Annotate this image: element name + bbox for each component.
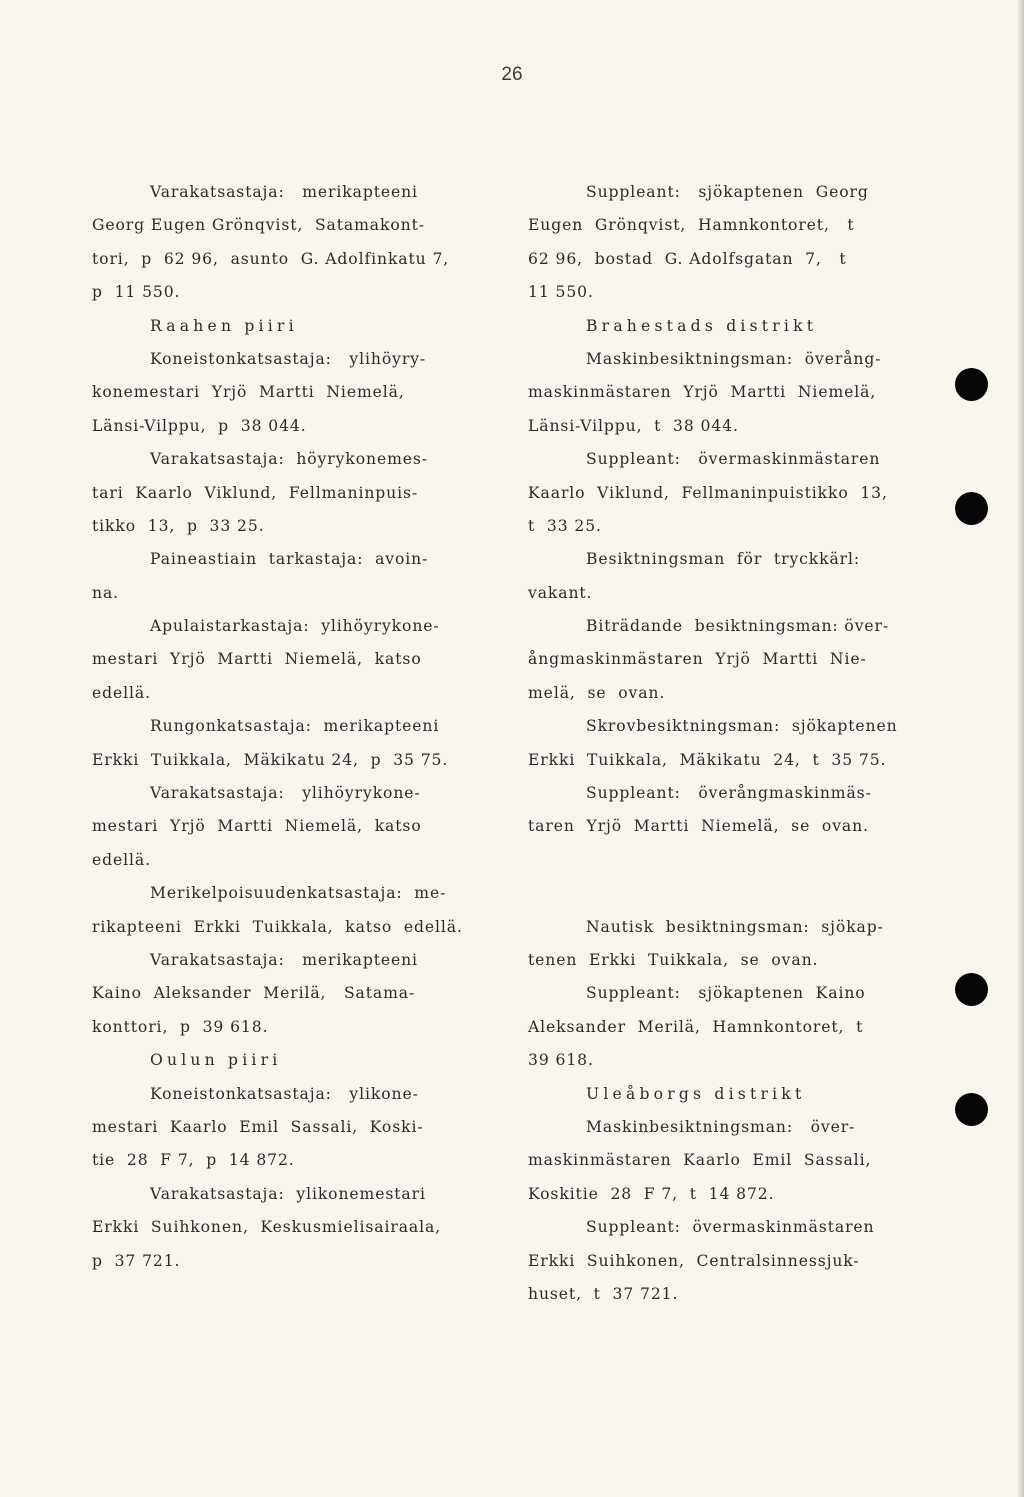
- text-line: Kaarlo Viklund, Fellmaninpuistikko 13,: [528, 483, 888, 502]
- text-line: 39 618.: [528, 1051, 594, 1070]
- text-line: Paineastiain tarkastaja: avoin-: [150, 550, 429, 569]
- text-line: [528, 877, 918, 910]
- text-line: tie 28 F 7, p 14 872.: [92, 1151, 295, 1170]
- binder-hole: [955, 368, 988, 401]
- text-line: p 11 550.: [92, 283, 181, 302]
- text-line: na.: [92, 583, 119, 602]
- text-line: Varakatsastaja: merikapteeni: [150, 183, 418, 201]
- entry-paragraph: [92, 343, 484, 443]
- text-line: Skrovbesiktningsman: sjökaptenen: [586, 717, 898, 736]
- entry-paragraph: [92, 1178, 484, 1278]
- text-line: Biträdande besiktningsman: över-: [586, 617, 890, 636]
- text-line: ångmaskinmästaren Yrjö Martti Nie-: [528, 650, 867, 669]
- entry-paragraph: [92, 443, 484, 543]
- text-line: konemestari Yrjö Martti Niemelä,: [92, 383, 405, 402]
- text-line: Varakatsastaja: ylikonemestari: [150, 1184, 426, 1203]
- entry-paragraph: [92, 1078, 484, 1178]
- text-line: Apulaistarkastaja: ylihöyrykone-: [150, 617, 440, 636]
- text-line: huset, t 37 721.: [528, 1284, 679, 1303]
- text-line: mestari Kaarlo Emil Sassali, Koski-: [92, 1117, 424, 1136]
- binder-hole: [955, 492, 988, 525]
- entry-paragraph: [528, 977, 918, 1077]
- entry-paragraph: [528, 777, 918, 844]
- text-line: tari Kaarlo Viklund, Fellmaninpuis-: [92, 483, 419, 502]
- text-line: Georg Eugen Grönqvist, Satamakont-: [92, 216, 425, 235]
- binder-hole: [955, 973, 988, 1006]
- text-line: Maskinbesiktningsman: överång-: [586, 349, 882, 368]
- text-line: Koneistonkatsastaja: ylikone-: [150, 1084, 419, 1103]
- entry-paragraph: [528, 443, 918, 543]
- text-line: Nautisk besiktningsman: sjökap-: [586, 917, 884, 936]
- page-edge: [1018, 0, 1024, 1497]
- entry-paragraph: [528, 1111, 918, 1211]
- text-line: edellä.: [92, 683, 151, 702]
- entry-paragraph: [92, 944, 484, 1044]
- entry-paragraph: [92, 610, 484, 710]
- entry-paragraph: [528, 1211, 918, 1311]
- district-heading: Brahestads distrikt: [586, 316, 818, 335]
- text-line: 62 96, bostad G. Adolfsgatan 7, t: [528, 249, 847, 268]
- text-line: tikko 13, p 33 25.: [92, 516, 265, 535]
- entry-paragraph: [528, 343, 918, 443]
- text-line: taren Yrjö Martti Niemelä, se ovan.: [528, 817, 869, 836]
- text-line: Varakatsastaja: ylihöyrykone-: [150, 784, 421, 803]
- text-line: 11 550.: [528, 283, 594, 302]
- text-line: Erkki Suihkonen, Keskusmielisairaala,: [92, 1218, 442, 1237]
- text-line: mestari Yrjö Martti Niemelä, katso: [92, 817, 422, 836]
- text-line: tori, p 62 96, asunto G. Adolfinkatu 7,: [92, 249, 450, 268]
- text-line: p 37 721.: [92, 1251, 181, 1270]
- entry-paragraph: [92, 176, 484, 310]
- text-line: Merikelpoisuudenkatsastaja: me-: [150, 884, 447, 903]
- text-line: mestari Yrjö Martti Niemelä, katso: [92, 650, 422, 669]
- page-number: 26: [501, 64, 523, 85]
- text-line: Varakatsastaja: merikapteeni: [150, 950, 418, 969]
- text-line: Suppleant: sjökaptenen Georg: [586, 183, 869, 201]
- text-line: Eugen Grönqvist, Hamnkontoret, t: [528, 216, 855, 235]
- entry-paragraph: [528, 844, 918, 911]
- text-line: Aleksander Merilä, Hamnkontoret, t: [528, 1017, 864, 1036]
- text-line: vakant.: [528, 583, 593, 602]
- entry-paragraph: [528, 911, 918, 978]
- district-heading: Oulun piiri: [150, 1051, 282, 1070]
- entry-paragraph: [528, 710, 918, 777]
- district-heading: Raahen piiri: [150, 316, 298, 335]
- text-line: Suppleant: sjökaptenen Kaino: [586, 984, 866, 1003]
- text-line: t 33 25.: [528, 516, 602, 535]
- text-line: Koskitie 28 F 7, t 14 872.: [528, 1184, 775, 1203]
- entry-paragraph: [92, 543, 484, 610]
- text-line: maskinmästaren Kaarlo Emil Sassali,: [528, 1151, 872, 1170]
- text-line: Länsi-Vilppu, p 38 044.: [92, 416, 307, 435]
- entry-paragraph: [528, 176, 918, 310]
- swedish-column: [528, 176, 918, 1311]
- text-line: konttori, p 39 618.: [92, 1017, 269, 1036]
- text-line: Kaino Aleksander Merilä, Satama-: [92, 984, 416, 1003]
- binder-hole: [955, 1093, 988, 1126]
- entry-paragraph: [92, 710, 484, 777]
- text-line: Suppleant: överångmaskinmäs-: [586, 784, 872, 803]
- entry-paragraph: [528, 610, 918, 710]
- entry-paragraph: [92, 877, 484, 944]
- district-heading: Uleåborgs distrikt: [586, 1084, 806, 1103]
- text-line: Varakatsastaja: höyrykonemes-: [150, 450, 428, 469]
- finnish-column: [92, 176, 484, 1278]
- entry-paragraph: [92, 777, 484, 877]
- text-line: tenen Erkki Tuikkala, se ovan.: [528, 950, 819, 969]
- entry-paragraph: [528, 543, 918, 610]
- text-line: rikapteeni Erkki Tuikkala, katso edellä.: [92, 917, 463, 936]
- text-line: Suppleant: övermaskinmästaren: [586, 450, 881, 469]
- text-line: Koneistonkatsastaja: ylihöyry-: [150, 349, 427, 368]
- text-line: Rungonkatsastaja: merikapteeni: [150, 717, 440, 736]
- text-line: Länsi-Vilppu, t 38 044.: [528, 416, 739, 435]
- text-line: Besiktningsman för tryckkärl:: [586, 550, 861, 569]
- text-line: Suppleant: övermaskinmästaren: [586, 1218, 875, 1237]
- text-line: melä, se ovan.: [528, 683, 666, 702]
- text-line: Maskinbesiktningsman: över-: [586, 1117, 856, 1136]
- text-line: edellä.: [92, 850, 151, 869]
- text-line: Erkki Tuikkala, Mäkikatu 24, p 35 75.: [92, 750, 449, 769]
- text-line: Erkki Suihkonen, Centralsinnessjuk-: [528, 1251, 860, 1270]
- text-line: Erkki Tuikkala, Mäkikatu 24, t 35 75.: [528, 750, 887, 769]
- text-line: maskinmästaren Yrjö Martti Niemelä,: [528, 383, 877, 402]
- text-line: [528, 844, 918, 877]
